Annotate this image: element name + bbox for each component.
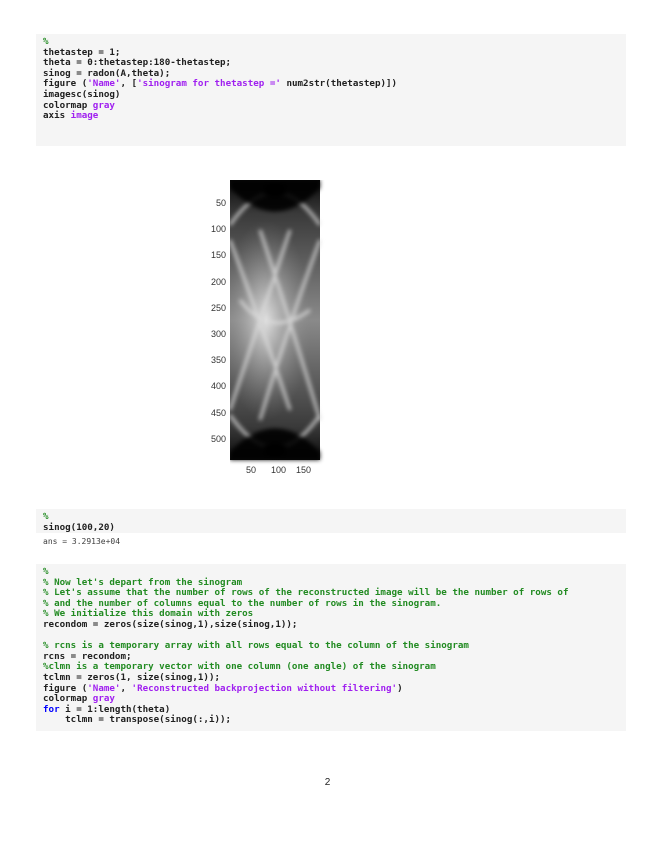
code-token: colormap: [43, 99, 93, 111]
code-token: ,: [120, 682, 132, 694]
code-token: recondom = zeros(size(sinog,1),size(sinog,1));: [43, 618, 298, 630]
code-token: axis: [43, 110, 71, 122]
code-cell-sinogram-value[interactable]: [36, 509, 626, 533]
code-token: theta = 0:thetastep:180-thetastep;: [43, 57, 232, 69]
x-tick-label: 50: [246, 465, 257, 475]
y-tick-label: 500: [210, 433, 226, 444]
code-token: i = 1:length(theta): [59, 703, 171, 715]
code-token: , [: [120, 78, 138, 90]
code-token: num2str(thetastep)]): [280, 78, 398, 90]
code-line: [43, 620, 626, 631]
code-token: imagesc(sinog): [43, 88, 121, 100]
code-token: colormap: [43, 693, 93, 705]
code-token: 'sinogram for thetastep =': [137, 78, 281, 90]
code-token: rcns = recondom;: [43, 650, 132, 662]
code-token: gray: [92, 693, 115, 705]
y-tick-label: 150: [210, 250, 226, 261]
y-tick-label: 250: [210, 302, 226, 313]
code-token: %: [43, 511, 49, 522]
code-token: sinog(100,20): [43, 521, 115, 533]
code-token: thetastep = 1;: [43, 46, 121, 58]
code-cell-sinogram[interactable]: [36, 34, 626, 146]
code-token: tclmn = zeros(1, size(sinog,1));: [43, 671, 221, 683]
code-token: image: [70, 110, 99, 122]
code-token: figure (: [43, 78, 88, 90]
x-tick-label: 100: [271, 465, 287, 475]
code-line: [43, 101, 626, 112]
code-token: % and the number of columns equal to the number of rows in the sinogram.: [43, 597, 442, 609]
code-token: tclmn = transpose(sinog(:,i));: [43, 714, 232, 726]
y-tick-label: 300: [210, 329, 226, 339]
code-token: ): [397, 682, 403, 694]
code-token: %clmn is a temporary vector with one column (one angle) of the sinogram: [43, 661, 436, 673]
sinogram-image: [230, 180, 370, 480]
code-token: for: [43, 703, 60, 715]
y-tick-label: 400: [210, 381, 226, 392]
code-cell-backprojection[interactable]: [36, 564, 626, 731]
code-token: %: [43, 36, 49, 47]
y-tick-label: 200: [210, 276, 226, 287]
code-line: [43, 79, 626, 90]
code-token: sinog = radon(A,theta);: [43, 67, 171, 79]
y-tick-label: 50: [215, 198, 226, 208]
code-token: % rcns is a temporary array with all rows equal to the column of the sinogram: [43, 640, 469, 652]
code-token: % We initialize this domain with zeros: [43, 608, 254, 620]
code-token: gray: [92, 99, 115, 111]
code-line: [43, 90, 626, 101]
code-token: figure (: [43, 682, 88, 694]
code-line: [43, 111, 626, 122]
code-token: % Now let's depart from the sinogram: [43, 576, 243, 588]
y-tick-label: 100: [210, 224, 226, 235]
y-tick-label: 450: [210, 407, 226, 418]
y-tick-label: 350: [210, 355, 226, 366]
code-token: %: [43, 566, 49, 577]
cell-output: ans = 3.2913e+04: [43, 537, 121, 546]
page-number: 2: [324, 777, 331, 788]
code-token: 'Reconstructed backprojection without filtering': [131, 682, 398, 694]
code-line: [43, 684, 626, 695]
code-line: [43, 37, 626, 48]
code-line: [43, 523, 626, 533]
code-line: [43, 715, 626, 726]
code-line: [43, 512, 626, 523]
x-tick-label: 150: [296, 465, 312, 475]
code-token: 'Name': [87, 682, 121, 694]
code-token: % Let's assume that the number of rows of the reconstructed image will be the number of rows of: [43, 587, 569, 599]
code-token: 'Name': [87, 78, 121, 90]
